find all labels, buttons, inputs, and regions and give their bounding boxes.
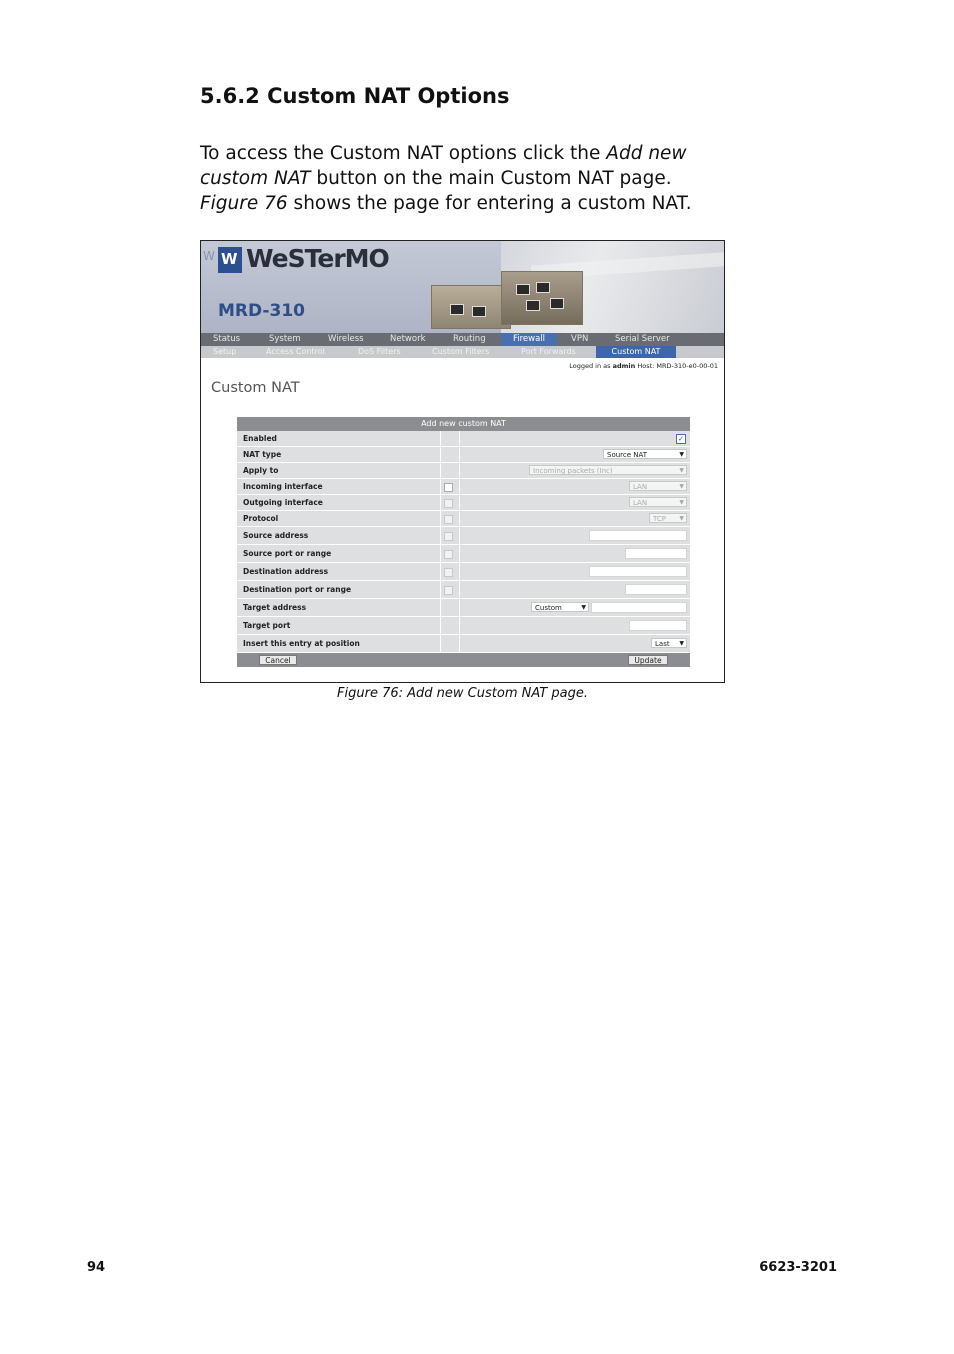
row-label: Destination port or range — [243, 585, 352, 594]
custom-nat-form — [237, 417, 690, 667]
form-footer — [237, 653, 690, 667]
model-name: MRD-310 — [218, 301, 305, 321]
login-status — [569, 362, 718, 370]
row-label: Protocol — [243, 514, 279, 523]
form-row-enabled — [237, 431, 690, 447]
chevron-down-icon: ▼ — [679, 499, 684, 506]
chevron-down-icon: ▼ — [679, 515, 684, 522]
cell-divider — [459, 431, 460, 446]
cell-divider — [440, 545, 441, 562]
nav-primary — [201, 333, 724, 346]
port-icon — [450, 304, 464, 315]
row-label: Enabled — [243, 434, 277, 443]
cell-divider — [459, 495, 460, 510]
outgoing-interface-checkbox[interactable] — [444, 499, 453, 508]
select-value: TCP — [653, 515, 666, 523]
intro-text-2: button on the main Custom NAT page. — [310, 168, 672, 189]
nav-tab-status[interactable]: Status — [213, 334, 241, 344]
cell-divider — [459, 479, 460, 494]
nav-tab-routing[interactable]: Routing — [453, 334, 486, 344]
enabled-checkbox[interactable]: ✓ — [676, 434, 686, 444]
target-address-select[interactable] — [531, 602, 589, 612]
cell-divider — [440, 511, 441, 526]
logo-text: WeSTerMO — [246, 244, 389, 273]
row-label: Target port — [243, 621, 291, 630]
cell-divider — [459, 463, 460, 478]
port-icon — [550, 298, 564, 309]
select-value: Custom — [535, 604, 562, 612]
intro-emphasis-button: Add new custom NAT — [200, 143, 687, 189]
target-port-input[interactable] — [629, 620, 687, 631]
page-number: 94 — [87, 1260, 106, 1275]
form-row-outgoing-interface — [237, 495, 690, 511]
subnav-dos-filters[interactable]: DoS Filters — [358, 347, 401, 356]
port-icon — [516, 284, 530, 295]
intro-text-3: shows the page for entering a custom NAT. — [287, 193, 692, 214]
nat-type-select[interactable] — [603, 449, 687, 459]
form-row-incoming-interface — [237, 479, 690, 495]
source-address-input[interactable] — [589, 530, 687, 541]
page-title: Custom NAT — [211, 380, 300, 396]
cell-divider — [440, 431, 441, 446]
source-port-input[interactable] — [625, 548, 687, 559]
cell-divider — [440, 617, 441, 634]
select-value: Incoming packets (Inc) — [533, 467, 613, 475]
row-label: Insert this entry at position — [243, 639, 360, 648]
form-row-source-address — [237, 527, 690, 545]
destination-address-input[interactable] — [589, 566, 687, 577]
westermo-logo-icon — [218, 247, 242, 273]
row-label: Destination address — [243, 567, 329, 576]
device-image-front — [431, 285, 511, 329]
cell-divider — [459, 635, 460, 652]
protocol-select[interactable] — [649, 513, 687, 523]
cell-divider — [459, 511, 460, 526]
form-row-destination-port — [237, 581, 690, 599]
cell-divider — [440, 599, 441, 616]
logo-watermark: W — [203, 249, 215, 263]
cell-divider — [440, 479, 441, 494]
cell-divider — [440, 635, 441, 652]
port-icon — [536, 282, 550, 293]
destination-port-input[interactable] — [625, 584, 687, 595]
chevron-down-icon: ▼ — [581, 604, 586, 611]
form-row-insert-position — [237, 635, 690, 653]
protocol-checkbox[interactable] — [444, 515, 453, 524]
row-label: Source address — [243, 531, 309, 540]
insert-position-select[interactable] — [651, 638, 687, 648]
device-image-back — [501, 271, 583, 325]
subnav-setup[interactable]: Setup — [213, 347, 237, 356]
banner — [201, 241, 724, 333]
cell-divider — [459, 617, 460, 634]
nav-secondary — [201, 346, 724, 358]
intro-emphasis-figure: Figure 76 — [200, 193, 288, 214]
cell-divider — [459, 527, 460, 544]
source-address-checkbox[interactable] — [444, 532, 453, 541]
login-host: Host: MRD-310-e0-00-01 — [637, 362, 718, 370]
cell-divider — [440, 463, 441, 478]
cell-divider — [459, 447, 460, 462]
login-user: admin — [612, 362, 636, 370]
nav-tab-system[interactable]: System — [269, 334, 301, 344]
chevron-down-icon: ▼ — [679, 640, 684, 647]
apply-to-select[interactable] — [529, 465, 687, 475]
intro-text-1: To access the Custom NAT options click the — [200, 143, 607, 164]
source-port-checkbox[interactable] — [444, 550, 453, 559]
logo-mark: W — [221, 250, 238, 268]
select-value: LAN — [633, 483, 648, 491]
section-heading: 5.6.2 Custom NAT Options — [200, 84, 510, 108]
cell-divider — [440, 581, 441, 598]
form-header: Add new custom NAT — [237, 417, 690, 431]
chevron-down-icon: ▼ — [679, 483, 684, 490]
cell-divider — [459, 581, 460, 598]
select-value: LAN — [633, 499, 648, 507]
destination-port-checkbox[interactable] — [444, 586, 453, 595]
figure-caption: Figure 76: Add new Custom NAT page. — [337, 686, 588, 701]
nav-tab-firewall[interactable]: Firewall — [501, 333, 557, 346]
figure-screenshot — [200, 240, 725, 683]
target-address-input[interactable] — [591, 602, 687, 613]
row-label: NAT type — [243, 450, 282, 459]
incoming-interface-checkbox[interactable] — [444, 483, 453, 492]
row-label: Apply to — [243, 466, 279, 475]
subnav-port-forwards[interactable]: Port Forwards — [521, 347, 576, 356]
form-row-target-port — [237, 617, 690, 635]
subnav-custom-nat[interactable]: Custom NAT — [596, 346, 676, 358]
form-row-target-address — [237, 599, 690, 617]
outgoing-interface-select[interactable] — [629, 497, 687, 507]
document-number: 6623-3201 — [759, 1260, 837, 1275]
row-label: Source port or range — [243, 549, 332, 558]
cancel-button[interactable]: Cancel — [259, 655, 297, 665]
cell-divider — [459, 563, 460, 580]
cell-divider — [440, 495, 441, 510]
row-label: Target address — [243, 603, 307, 612]
form-row-nat-type — [237, 447, 690, 463]
select-value: Last — [655, 640, 670, 648]
chevron-down-icon: ▼ — [679, 467, 684, 474]
intro-paragraph — [200, 141, 730, 216]
nav-tab-network[interactable]: Network — [390, 334, 426, 344]
update-button[interactable]: Update — [628, 655, 668, 665]
form-row-protocol — [237, 511, 690, 527]
nav-tab-vpn[interactable]: VPN — [571, 334, 589, 344]
nav-tab-wireless[interactable]: Wireless — [328, 334, 364, 344]
cell-divider — [440, 447, 441, 462]
form-row-destination-address — [237, 563, 690, 581]
form-row-source-port — [237, 545, 690, 563]
destination-address-checkbox[interactable] — [444, 568, 453, 577]
port-icon — [472, 306, 486, 317]
nav-tab-serial-server[interactable]: Serial Server — [615, 334, 670, 344]
cell-divider — [440, 563, 441, 580]
incoming-interface-select[interactable] — [629, 481, 687, 491]
login-prefix: Logged in as — [569, 362, 611, 370]
select-value: Source NAT — [607, 451, 648, 459]
row-label: Incoming interface — [243, 482, 323, 491]
cell-divider — [440, 527, 441, 544]
port-icon — [526, 300, 540, 311]
chevron-down-icon: ▼ — [679, 451, 684, 458]
form-row-apply-to — [237, 463, 690, 479]
row-label: Outgoing interface — [243, 498, 323, 507]
cell-divider — [459, 545, 460, 562]
subnav-custom-filters[interactable]: Custom Filters — [432, 347, 490, 356]
cell-divider — [459, 599, 460, 616]
subnav-access-control[interactable]: Access Control — [266, 347, 325, 356]
